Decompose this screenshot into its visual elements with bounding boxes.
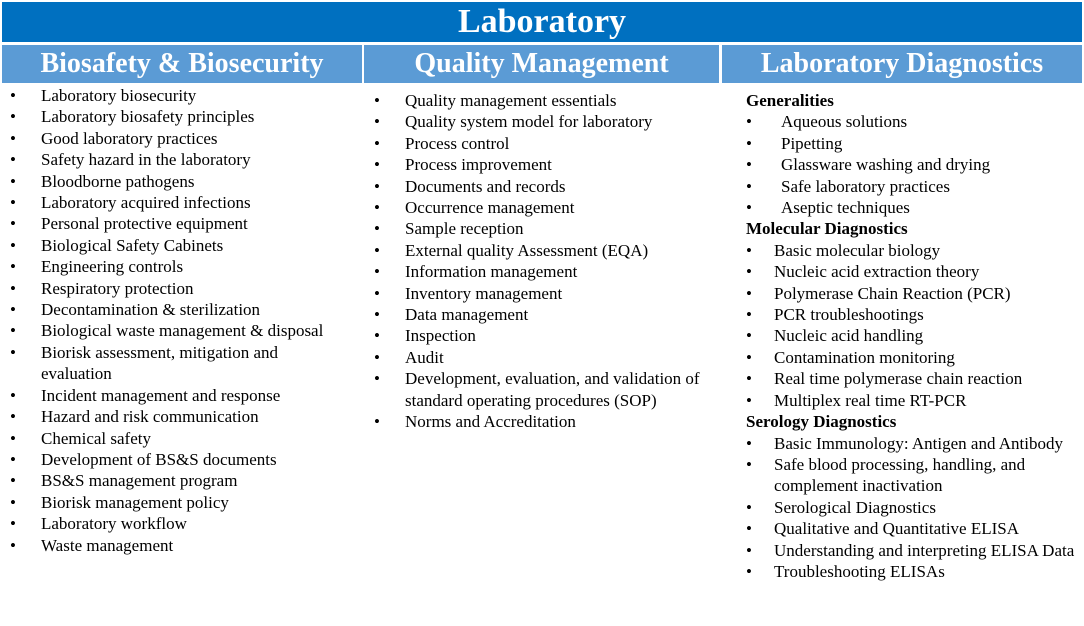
item-label: Inspection: [405, 326, 476, 346]
bullet-icon: •: [746, 240, 752, 260]
list-item: [10, 492, 350, 513]
list-item: [374, 368, 714, 411]
bullet-icon: •: [10, 385, 16, 405]
bullet-icon: •: [10, 449, 16, 469]
list-item: [746, 347, 1080, 368]
list-item: [746, 497, 1080, 518]
list-item: [374, 325, 714, 346]
bullet-icon: •: [10, 342, 16, 362]
item-label: Laboratory biosecurity: [41, 86, 197, 105]
list-item: [374, 90, 714, 111]
list-item: [746, 240, 1080, 261]
list-item: [374, 197, 714, 218]
bullet-icon: •: [374, 176, 380, 196]
quality-management-list: [374, 90, 714, 433]
item-label: Biorisk management policy: [41, 492, 229, 512]
bullet-icon: •: [374, 219, 380, 239]
bullet-icon: •: [10, 107, 16, 127]
list-item: [746, 133, 1080, 154]
page-title: Laboratory: [2, 2, 1082, 42]
item-label: Aseptic techniques: [781, 198, 910, 218]
list-item: [374, 154, 714, 175]
item-label: Safe blood processing, handling, and complement inactivation: [774, 454, 1026, 496]
item-label: Quality system model for laboratory: [405, 112, 653, 132]
bullet-icon: •: [10, 150, 16, 170]
list-item: [10, 106, 350, 127]
bullet-icon: •: [10, 407, 16, 427]
bullet-icon: •: [10, 193, 16, 213]
list-item: [746, 304, 1080, 325]
item-label: Quality management essentials: [405, 91, 617, 110]
list-item: [10, 213, 350, 234]
list-item: [374, 111, 714, 132]
bullet-icon: •: [374, 283, 380, 303]
list-item: [10, 342, 350, 385]
bullet-icon: •: [10, 321, 16, 341]
list-item: [746, 154, 1080, 175]
list-item: [10, 192, 350, 213]
list-item: [746, 176, 1080, 197]
list-item: [10, 535, 350, 556]
item-label: Hazard and risk communication: [41, 407, 259, 427]
bullet-icon: •: [10, 171, 16, 191]
bullet-icon: •: [10, 128, 16, 148]
item-label: Documents and records: [405, 176, 566, 196]
item-label: Qualitative and Quantitative ELISA: [774, 519, 1020, 539]
item-label: Aqueous solutions: [781, 112, 908, 132]
item-label: Norms and Accreditation: [405, 412, 576, 432]
list-item: [10, 428, 350, 449]
bullet-icon: •: [746, 176, 752, 196]
list-item: [746, 390, 1080, 411]
item-label: Development of BS&S documents: [41, 449, 277, 469]
laboratory-diagnostics-column: [746, 90, 1080, 582]
bullet-icon: •: [746, 390, 752, 410]
item-label: Nucleic acid handling: [774, 326, 924, 346]
bullet-icon: •: [10, 300, 16, 320]
list-item: [10, 171, 350, 192]
bullet-icon: •: [746, 540, 752, 560]
bullet-icon: •: [746, 497, 752, 517]
item-label: Biological waste management & disposal: [41, 321, 324, 341]
bullet-icon: •: [374, 369, 380, 389]
bullet-icon: •: [746, 326, 752, 346]
serology-diagnostics-list: [746, 433, 1080, 583]
list-item: [10, 449, 350, 470]
list-item: [746, 197, 1080, 218]
bullet-icon: •: [746, 561, 752, 581]
list-item: [746, 283, 1080, 304]
section-title-molecular: Molecular Diagnostics: [746, 219, 908, 239]
list-item: [746, 111, 1080, 132]
bullet-icon: •: [746, 433, 752, 453]
item-label: Development, evaluation, and validation of standard operating procedures (SOP): [405, 369, 700, 410]
list-item: [374, 261, 714, 282]
bullet-icon: •: [746, 155, 752, 175]
item-label: Respiratory protection: [41, 278, 194, 298]
bullet-icon: •: [10, 428, 16, 448]
bullet-icon: •: [746, 112, 752, 132]
bullet-icon: •: [10, 257, 16, 277]
item-label: Information management: [405, 262, 578, 282]
item-label: Personal protective equipment: [41, 214, 248, 234]
bullet-icon: •: [374, 91, 380, 110]
bullet-icon: •: [10, 214, 16, 234]
list-item: [10, 256, 350, 277]
bullet-icon: •: [746, 198, 752, 218]
bullet-icon: •: [746, 454, 752, 474]
bullet-icon: •: [374, 133, 380, 153]
bullet-icon: •: [374, 155, 380, 175]
generalities-list: [746, 111, 1080, 218]
bullet-icon: •: [374, 305, 380, 325]
bullet-icon: •: [10, 471, 16, 491]
bullet-icon: •: [10, 235, 16, 255]
bullet-icon: •: [746, 369, 752, 389]
item-label: Safety hazard in the laboratory: [41, 150, 251, 170]
item-label: Glassware washing and drying: [781, 155, 991, 175]
list-item: [374, 133, 714, 154]
list-item: [746, 561, 1080, 582]
list-item: [10, 513, 350, 534]
quality-management-header: Quality Management: [364, 45, 719, 83]
list-item: [10, 320, 350, 341]
item-label: Occurrence management: [405, 198, 575, 218]
list-item: [374, 283, 714, 304]
list-item: [746, 433, 1080, 454]
item-label: Chemical safety: [41, 428, 151, 448]
item-label: Safe laboratory practices: [781, 176, 950, 196]
item-label: Engineering controls: [41, 257, 184, 277]
item-label: Audit: [405, 347, 444, 367]
list-item: [10, 299, 350, 320]
item-label: Data management: [405, 305, 529, 325]
list-item: [10, 406, 350, 427]
item-label: Bloodborne pathogens: [41, 171, 195, 191]
list-item: [746, 540, 1080, 561]
item-label: Incident management and response: [41, 385, 281, 405]
item-label: Biorisk assessment, mitigation and evaluation: [41, 342, 279, 384]
bullet-icon: •: [10, 278, 16, 298]
list-item: [746, 261, 1080, 282]
bullet-icon: •: [746, 133, 752, 153]
list-item: [10, 235, 350, 256]
item-label: Serological Diagnostics: [774, 497, 936, 517]
section-title-serology: Serology Diagnostics: [746, 412, 897, 432]
item-label: Real time polymerase chain reaction: [774, 369, 1023, 389]
bullet-icon: •: [746, 283, 752, 303]
item-label: Laboratory workflow: [41, 514, 187, 534]
bullet-icon: •: [10, 535, 16, 555]
list-item: [374, 218, 714, 239]
bullet-icon: •: [746, 347, 752, 367]
list-item: [374, 347, 714, 368]
molecular-diagnostics-list: [746, 240, 1080, 411]
item-label: Inventory management: [405, 283, 563, 303]
list-item: [374, 411, 714, 432]
item-label: Good laboratory practices: [41, 128, 218, 148]
bullet-icon: •: [746, 262, 752, 282]
item-label: Basic molecular biology: [774, 240, 941, 260]
list-item: [374, 176, 714, 197]
laboratory-diagnostics-header: Laboratory Diagnostics: [722, 45, 1082, 83]
list-item: [746, 368, 1080, 389]
bullet-icon: •: [374, 412, 380, 432]
item-label: Basic Immunology: Antigen and Antibody: [774, 433, 1063, 453]
item-label: Sample reception: [405, 219, 524, 239]
list-item: [10, 85, 350, 106]
bullet-icon: •: [374, 262, 380, 282]
item-label: Troubleshooting ELISAs: [774, 561, 945, 581]
item-label: Understanding and interpreting ELISA Data: [774, 540, 1075, 560]
list-item: [10, 470, 350, 491]
section-title-generalities: Generalities: [746, 91, 834, 110]
biosafety-column: [10, 85, 350, 556]
bullet-icon: •: [374, 198, 380, 218]
list-item: [374, 304, 714, 325]
item-label: Process improvement: [405, 155, 552, 175]
list-item: [10, 278, 350, 299]
item-label: Biological Safety Cabinets: [41, 235, 224, 255]
list-item: [746, 518, 1080, 539]
item-label: Decontamination & sterilization: [41, 300, 261, 320]
item-label: Polymerase Chain Reaction (PCR): [774, 283, 1011, 303]
list-item: [10, 385, 350, 406]
bullet-icon: •: [374, 326, 380, 346]
item-label: Process control: [405, 133, 510, 153]
item-label: Contamination monitoring: [774, 347, 955, 367]
list-item: [746, 454, 1080, 497]
bullet-icon: •: [374, 347, 380, 367]
item-label: PCR troubleshootings: [774, 305, 924, 325]
list-item: [10, 149, 350, 170]
item-label: External quality Assessment (EQA): [405, 240, 649, 260]
list-item: [10, 128, 350, 149]
item-label: Laboratory acquired infections: [41, 193, 251, 213]
list-item: [374, 240, 714, 261]
quality-management-column: [374, 90, 714, 433]
biosafety-list: [10, 85, 350, 556]
biosafety-header: Biosafety & Biosecurity: [2, 45, 362, 83]
item-label: Nucleic acid extraction theory: [774, 262, 980, 282]
item-label: BS&S management program: [41, 471, 238, 491]
bullet-icon: •: [10, 492, 16, 512]
list-item: [746, 325, 1080, 346]
bullet-icon: •: [746, 305, 752, 325]
item-label: Waste management: [41, 535, 174, 555]
bullet-icon: •: [374, 112, 380, 132]
bullet-icon: •: [746, 519, 752, 539]
item-label: Multiplex real time RT-PCR: [774, 390, 967, 410]
bullet-icon: •: [10, 514, 16, 534]
item-label: Laboratory biosafety principles: [41, 107, 255, 127]
bullet-icon: •: [10, 86, 16, 105]
bullet-icon: •: [374, 240, 380, 260]
item-label: Pipetting: [781, 133, 843, 153]
